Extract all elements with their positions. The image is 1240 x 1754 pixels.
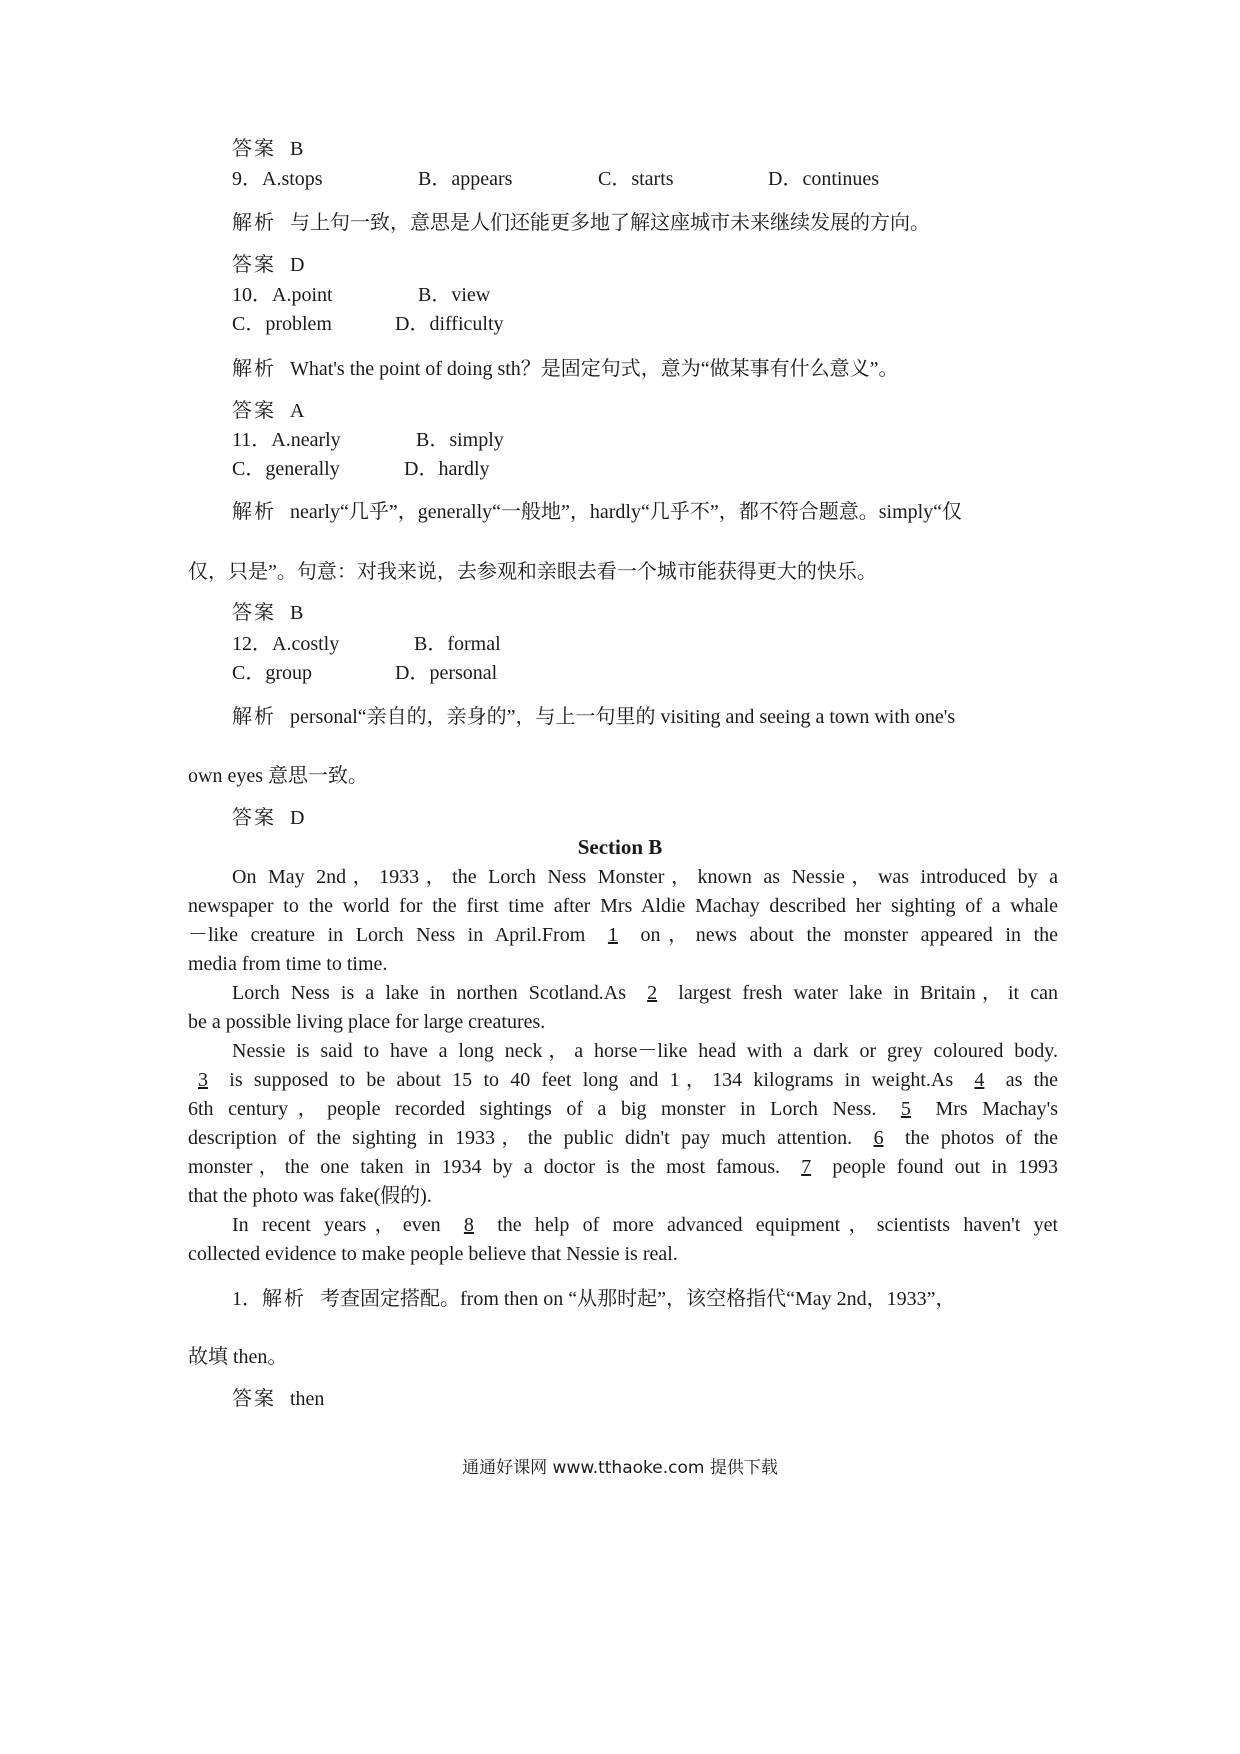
q9-option-b: B．appears [418,168,513,190]
answer-line-q11 [232,600,303,626]
passage-text: people found out in 1993 [832,1156,1059,1178]
passage-line: collected evidence to make people believe that Nessie is real. [188,1243,678,1265]
answer-value: B [290,602,304,624]
q10-number-option-a [232,282,333,308]
passage-text: as the [1005,1069,1059,1091]
q12-option-d: D．personal [395,662,498,684]
passage-line: that the photo was fake(假的). [188,1185,432,1207]
question-number: 10． [232,284,272,306]
answer-line-q10 [232,398,304,424]
analysis-line-q11-1 [232,499,962,525]
answer-tag: 答案 [232,254,276,276]
analysis-tag: 解析 [232,358,276,380]
passage-line: On May 2nd，1933，the Lorch Ness Monster，known as Nessie，was introduced by a [232,866,1058,888]
passage-text: largest fresh water lake in Britain，it can [678,982,1059,1004]
answer-tag: 答案 [232,602,276,624]
blank-4: 4 [974,1069,985,1091]
passage-line [232,980,1058,1006]
passage-line [188,922,1058,948]
answer-value: then [290,1388,325,1410]
q9-number-option-a [232,166,323,192]
passage-line: newspaper to the world for the first time after Mrs Aldie Machay described her sighting of a whale [188,895,1058,917]
blank-7: 7 [801,1156,812,1178]
q12-number-option-a [232,631,339,657]
passage-text: the help of more advanced equipment，scientists haven't yet [497,1214,1059,1236]
blank-1: 1 [607,924,618,946]
blank-5: 5 [900,1098,911,1120]
analysis-text: nearly“几乎”，generally“一般地”，hardly“几乎不”，都不符合题意。simply“仅 [290,501,963,523]
analysis-line-q12-1 [232,704,955,730]
passage-text: In recent years，even [232,1214,441,1236]
analysis-tag: 解析 [232,501,276,523]
answer-tag: 答案 [232,807,276,829]
q10-option-c: C．problem [232,313,332,335]
q9-option-c: C．starts [598,168,674,190]
answer-line-q8 [232,136,303,162]
passage-line [188,1125,1058,1151]
answer-line-q9 [232,252,304,278]
analysis-text: personal“亲自的，亲身的”，与上一句里的 visiting and seeing a town with one's [290,706,956,728]
option-a: A.nearly [271,429,341,451]
analysis-line-b1-1 [232,1286,955,1312]
q12-option-b: B．formal [414,633,501,655]
answer-value: D [290,254,305,276]
blank-6: 6 [873,1127,884,1149]
q12-option-c: C．group [232,662,312,684]
analysis-line-q11-2: 仅，只是”。句意：对我来说，去参观和亲眼去看一个城市能获得更大的快乐。 [188,561,877,583]
q11-number-option-a [232,427,341,453]
passage-text: on，news about the monster appeared in the [640,924,1059,946]
footer-watermark: 通通好课网 www.tthaoke.com 提供下载 [462,1458,778,1478]
analysis-text: 与上句一致，意思是人们还能更多地了解这座城市未来继续发展的方向。 [290,212,930,234]
answer-tag: 答案 [232,1388,276,1410]
analysis-tag: 解析 [262,1288,306,1310]
blank-3: 3 [198,1069,208,1091]
analysis-text: 考查固定搭配。from then on “从那时起”，该空格指代“May 2nd，1933”， [320,1288,956,1310]
option-a: A.costly [272,633,340,655]
question-number: 1． [232,1288,262,1310]
answer-line-b1 [232,1386,324,1412]
option-a: A.point [272,284,333,306]
q10-option-b: B．view [418,284,491,306]
analysis-text: What's the point of doing sth？是固定句式，意为“做某事有什么意义”。 [290,358,899,380]
passage-line [188,1096,1058,1122]
passage-line [188,1154,1058,1180]
passage-text: Lorch Ness is a lake in northen Scotland.As [232,982,626,1004]
answer-value: B [290,138,304,160]
analysis-line-b1-2: 故填 then。 [188,1346,288,1368]
passage-text: 6th century，people recorded sightings of a big monster in Lorch Ness. [188,1098,877,1120]
analysis-tag: 解析 [232,706,276,728]
q11-option-b: B．simply [416,429,504,451]
q9-option-d: D．continues [768,168,880,190]
answer-value: A [290,400,305,422]
analysis-tag: 解析 [232,212,276,234]
passage-line: media from time to time. [188,953,388,975]
question-number: 12． [232,633,272,655]
passage-text: monster，the one taken in 1934 by a doctor is the most famous. [188,1156,781,1178]
q11-option-c: C．generally [232,458,340,480]
blank-8: 8 [463,1214,474,1236]
answer-line-q12 [232,805,304,831]
passage-line [188,1067,1058,1093]
question-number: 9． [232,168,262,190]
option-a: A.stops [262,168,323,190]
analysis-line-q9 [232,210,930,236]
passage-line: be a possible living place for large creatures. [188,1011,546,1033]
section-title: Section B [577,835,663,859]
analysis-line-q10 [232,356,899,382]
answer-tag: 答案 [232,400,276,422]
question-number: 11． [232,429,272,451]
blank-2: 2 [647,982,658,1004]
passage-line: Nessie is said to have a long neck，a horse－like head with a dark or grey coloured body. [232,1040,1058,1062]
passage-text: is supposed to be about 15 to 40 feet long and 1，134 kilograms in weight.As [229,1069,954,1091]
analysis-line-q12-2: own eyes 意思一致。 [188,765,368,787]
q10-option-d: D．difficulty [395,313,504,335]
passage-text: description of the sighting in 1933，the public didn't pay much attention. [188,1127,853,1149]
passage-text: the photos of the [904,1127,1059,1149]
passage-line [232,1212,1058,1238]
passage-text: －like creature in Lorch Ness in April.From [188,924,586,946]
q11-option-d: D．hardly [404,458,490,480]
answer-tag: 答案 [232,138,276,160]
passage-text: Mrs Machay's [935,1098,1059,1120]
answer-value: D [290,807,305,829]
